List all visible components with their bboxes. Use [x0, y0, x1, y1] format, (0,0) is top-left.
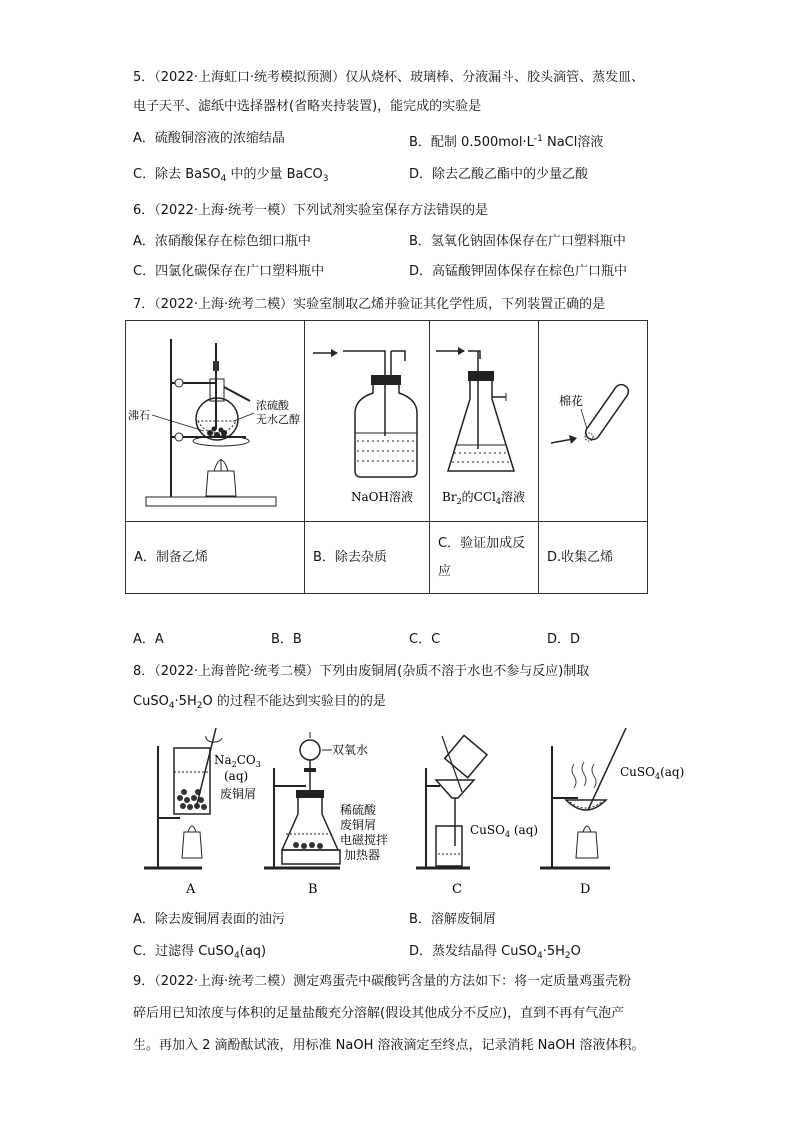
q7-caption-a: A．制备乙烯: [126, 522, 305, 594]
magnetic-stirrer-label: 电磁搅拌: [340, 833, 389, 847]
q7-apparatus-table: [125, 320, 648, 594]
q5-option-a: A．硫酸铜溶液的浓缩结晶: [133, 131, 285, 146]
q9-stem-line1: 9．（2022·上海·统考二模）测定鸡蛋壳中碳酸钙含量的方法如下：将一定质量鸡蛋壳粉: [133, 974, 632, 989]
q7-answer-c: C．C: [409, 632, 441, 647]
copper-sulfate-c-label: CuSO$_4$ (aq): [470, 823, 539, 839]
conical-flask-figure: [430, 321, 538, 517]
q6-stem: 6．（2022·上海·统考一模）下列试剂实验室保存方法错误的是: [133, 203, 489, 218]
q7-figure-b-cell: [305, 321, 430, 522]
q8-apparatus-figures: [140, 728, 700, 900]
q7-answer-b: B．B: [271, 632, 302, 647]
ethylene-generator-figure: [126, 321, 304, 517]
q7-answer-a: A．A: [133, 632, 164, 647]
naoh-solution-label: NaOH溶液: [351, 490, 413, 504]
q7-caption-c: C．验证加成反 应: [430, 522, 539, 594]
q7-caption-d: D.收集乙烯: [539, 522, 648, 594]
copper-sulfate-d-label: CuSO$_4$(aq): [620, 765, 685, 781]
q5-option-d: D．除去乙酸乙酯中的少量乙酸: [409, 167, 589, 182]
q7-stem: 7．（2022·上海·统考二模）实验室制取乙烯并验证其化学性质，下列装置正确的是: [133, 297, 606, 312]
q8-option-c: C．过滤得 CuSO$_4$(aq): [133, 944, 267, 961]
q7-figure-d-cell: [539, 321, 648, 522]
q7-caption-b: B．除去杂质: [305, 522, 430, 594]
q5-stem-line1: 5．（2022·上海虹口·统考模拟预测）仅从烧杯、玻璃棒、分液漏斗、胶头滴管、蒸发皿、: [133, 70, 645, 85]
sodium-carbonate-label: $Na_2CO_3$: [214, 753, 261, 769]
q6-option-d: D．高锰酸钾固体保存在棕色广口瓶中: [409, 264, 628, 279]
q8-figure-b: [264, 732, 388, 897]
q8-option-a: A．除去废铜屑表面的油污: [133, 912, 285, 927]
q7-figure-c-cell: [430, 321, 539, 522]
ethanol-label: 无水乙醇: [256, 413, 300, 426]
q8-figure-c: [416, 735, 538, 897]
q5-option-b: B．配制 $0.500mol\cdot L^{-1}$ NaCl溶液: [409, 134, 604, 150]
copper-scrap-b-label: 废铜屑: [340, 818, 377, 832]
q8-figure-d: [540, 728, 684, 897]
q7-figure-a-cell: [126, 321, 305, 522]
aq-label: (aq): [224, 769, 249, 783]
figure-b-letter: B: [308, 882, 318, 897]
q7-answer-d: D．D: [547, 632, 581, 647]
q6-option-a: A．浓硝酸保存在棕色细口瓶中: [133, 234, 311, 249]
q8-option-d: D．蒸发结晶得 $CuSO_4\cdot 5H_2O$: [409, 944, 581, 961]
q8-option-b: B．溶解废铜屑: [409, 912, 496, 927]
heater-label: 加热器: [344, 848, 381, 862]
dilute-sulfuric-label: 稀硫酸: [340, 803, 377, 817]
gas-washing-bottle-figure: [305, 321, 429, 517]
bromine-solution-label: $Br_2$的CCl$_4$溶液: [442, 490, 525, 506]
boiling-chips-label: 沸石: [128, 409, 150, 422]
hydrogen-peroxide-label: 双氧水: [332, 743, 369, 757]
conc-sulfuric-acid-label: 浓硫酸: [256, 399, 289, 412]
q8-stem-line1: 8．（2022·上海普陀·统考二模）下列由废铜屑(杂质不溶于水也不参与反应)制取: [133, 664, 590, 679]
q5-stem-line2: 电子天平、滤纸中选择器材(省略夹持装置)，能完成的实验是: [133, 99, 482, 114]
q6-option-c: C．四氯化碳保存在广口塑料瓶中: [133, 264, 325, 279]
figure-c-letter: C: [452, 882, 462, 897]
q6-option-b: B．氢氧化钠固体保存在广口塑料瓶中: [409, 234, 626, 249]
collection-tube-figure: [539, 321, 647, 517]
cotton-label: 棉花: [559, 394, 584, 408]
q9-stem-line3: 生。再加入 2 滴酚酞试液，用标准 NaOH 溶液滴定至终点，记录消耗 NaOH 溶液体积。: [133, 1038, 645, 1053]
q8-stem-line2: $CuSO_4\cdot 5H_2O$ 的过程不能达到实验目的的是: [133, 694, 386, 711]
q8-figure-a: [144, 728, 261, 897]
copper-scrap-label: 废铜屑: [220, 787, 257, 801]
q5-option-c: C．除去 BaSO$_4$ 中的少量 BaCO$_3$: [133, 167, 329, 184]
figure-d-letter: D: [580, 882, 591, 897]
q9-stem-line2: 碎后用已知浓度与体积的足量盐酸充分溶解(假设其他成分不反应)，直到不再有气泡产: [133, 1006, 625, 1021]
figure-a-letter: A: [186, 882, 196, 897]
